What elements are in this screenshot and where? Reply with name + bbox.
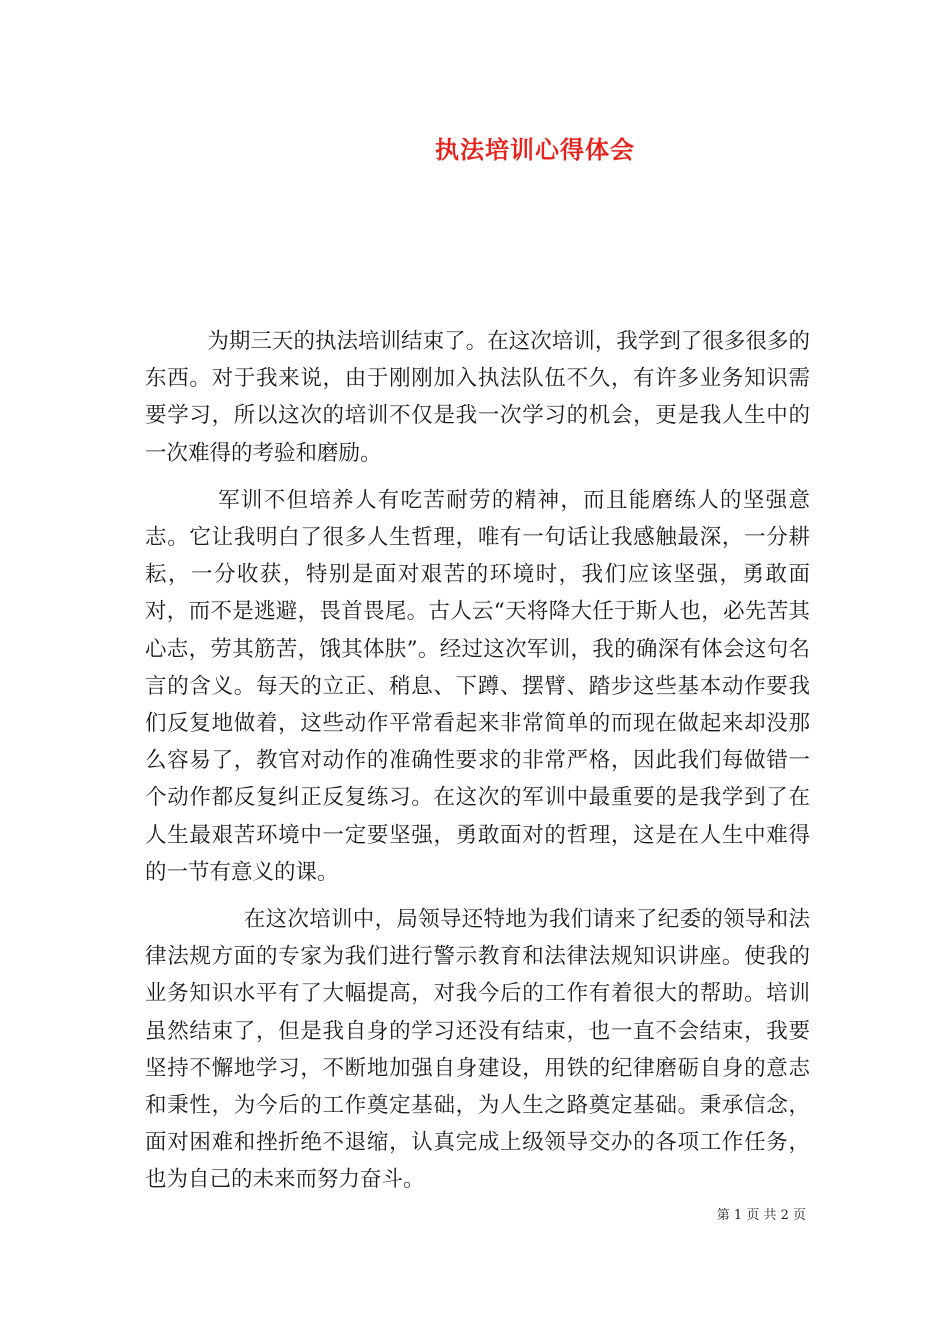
paragraph-1: 为期三天的执法培训结束了。在这次培训，我学到了很多很多的东西。对于我来说，由于刚刚加入执法队伍不久，有许多业务知识需要学习，所以这次的培训不仅是我一次学习的机会，更是我人生中的一次难得的考验和磨励。 (145, 329, 810, 466)
document-title: 执法培训心得体会 (435, 135, 635, 164)
page-number-footer: 第 1 页 共 2 页 (716, 1208, 806, 1223)
paragraph-2: 军训不但培养人有吃苦耐劳的精神，而且能磨练人的坚强意志。它让我明白了很多人生哲理，唯有一句话让我感触最深，一分耕耘，一分收获，特别是面对艰苦的环境时，我们应该坚强，勇敢面对，而不是逃避，畏首畏尾。古人云“天将降大任于斯人也，必先苦其心志，劳其筋苦，饿其体肤”。经过这次军训，我的确深有体会这句名言的含义。每天的立正、稍息、下蹲、摆臂、踏步这些基本动作要我们反复地做着，这些动作平常看起来非常简单的而现在做起来却没那么容易了，教官对动作的准确性要求的非常严格，因此我们每做错一个动作都反复纠正反复练习。在这次的军训中最重要的是我学到了在人生最艰苦环境中一定要坚强，勇敢面对的哲理，这是在人生中难得的一节有意义的课。 (145, 487, 810, 885)
document-body (145, 323, 810, 1199)
paragraph-3: 在这次培训中，局领导还特地为我们请来了纪委的领导和法律法规方面的专家为我们进行警示教育和法律法规知识讲座。使我的业务知识水平有了大幅提高，对我今后的工作有着很大的帮助。培训虽然结束了，但是我自身的学习还没有结束，也一直不会结束，我要坚持不懈地学习，不断地加强自身建设，用铁的纪律磨砺自身的意志和秉性，为今后的工作奠定基础，为人生之路奠定基础。秉承信念，面对困难和挫折绝不退缩，认真完成上级领导交办的各项工作任务，也为自己的未来而努力奋斗。 (145, 907, 810, 1193)
